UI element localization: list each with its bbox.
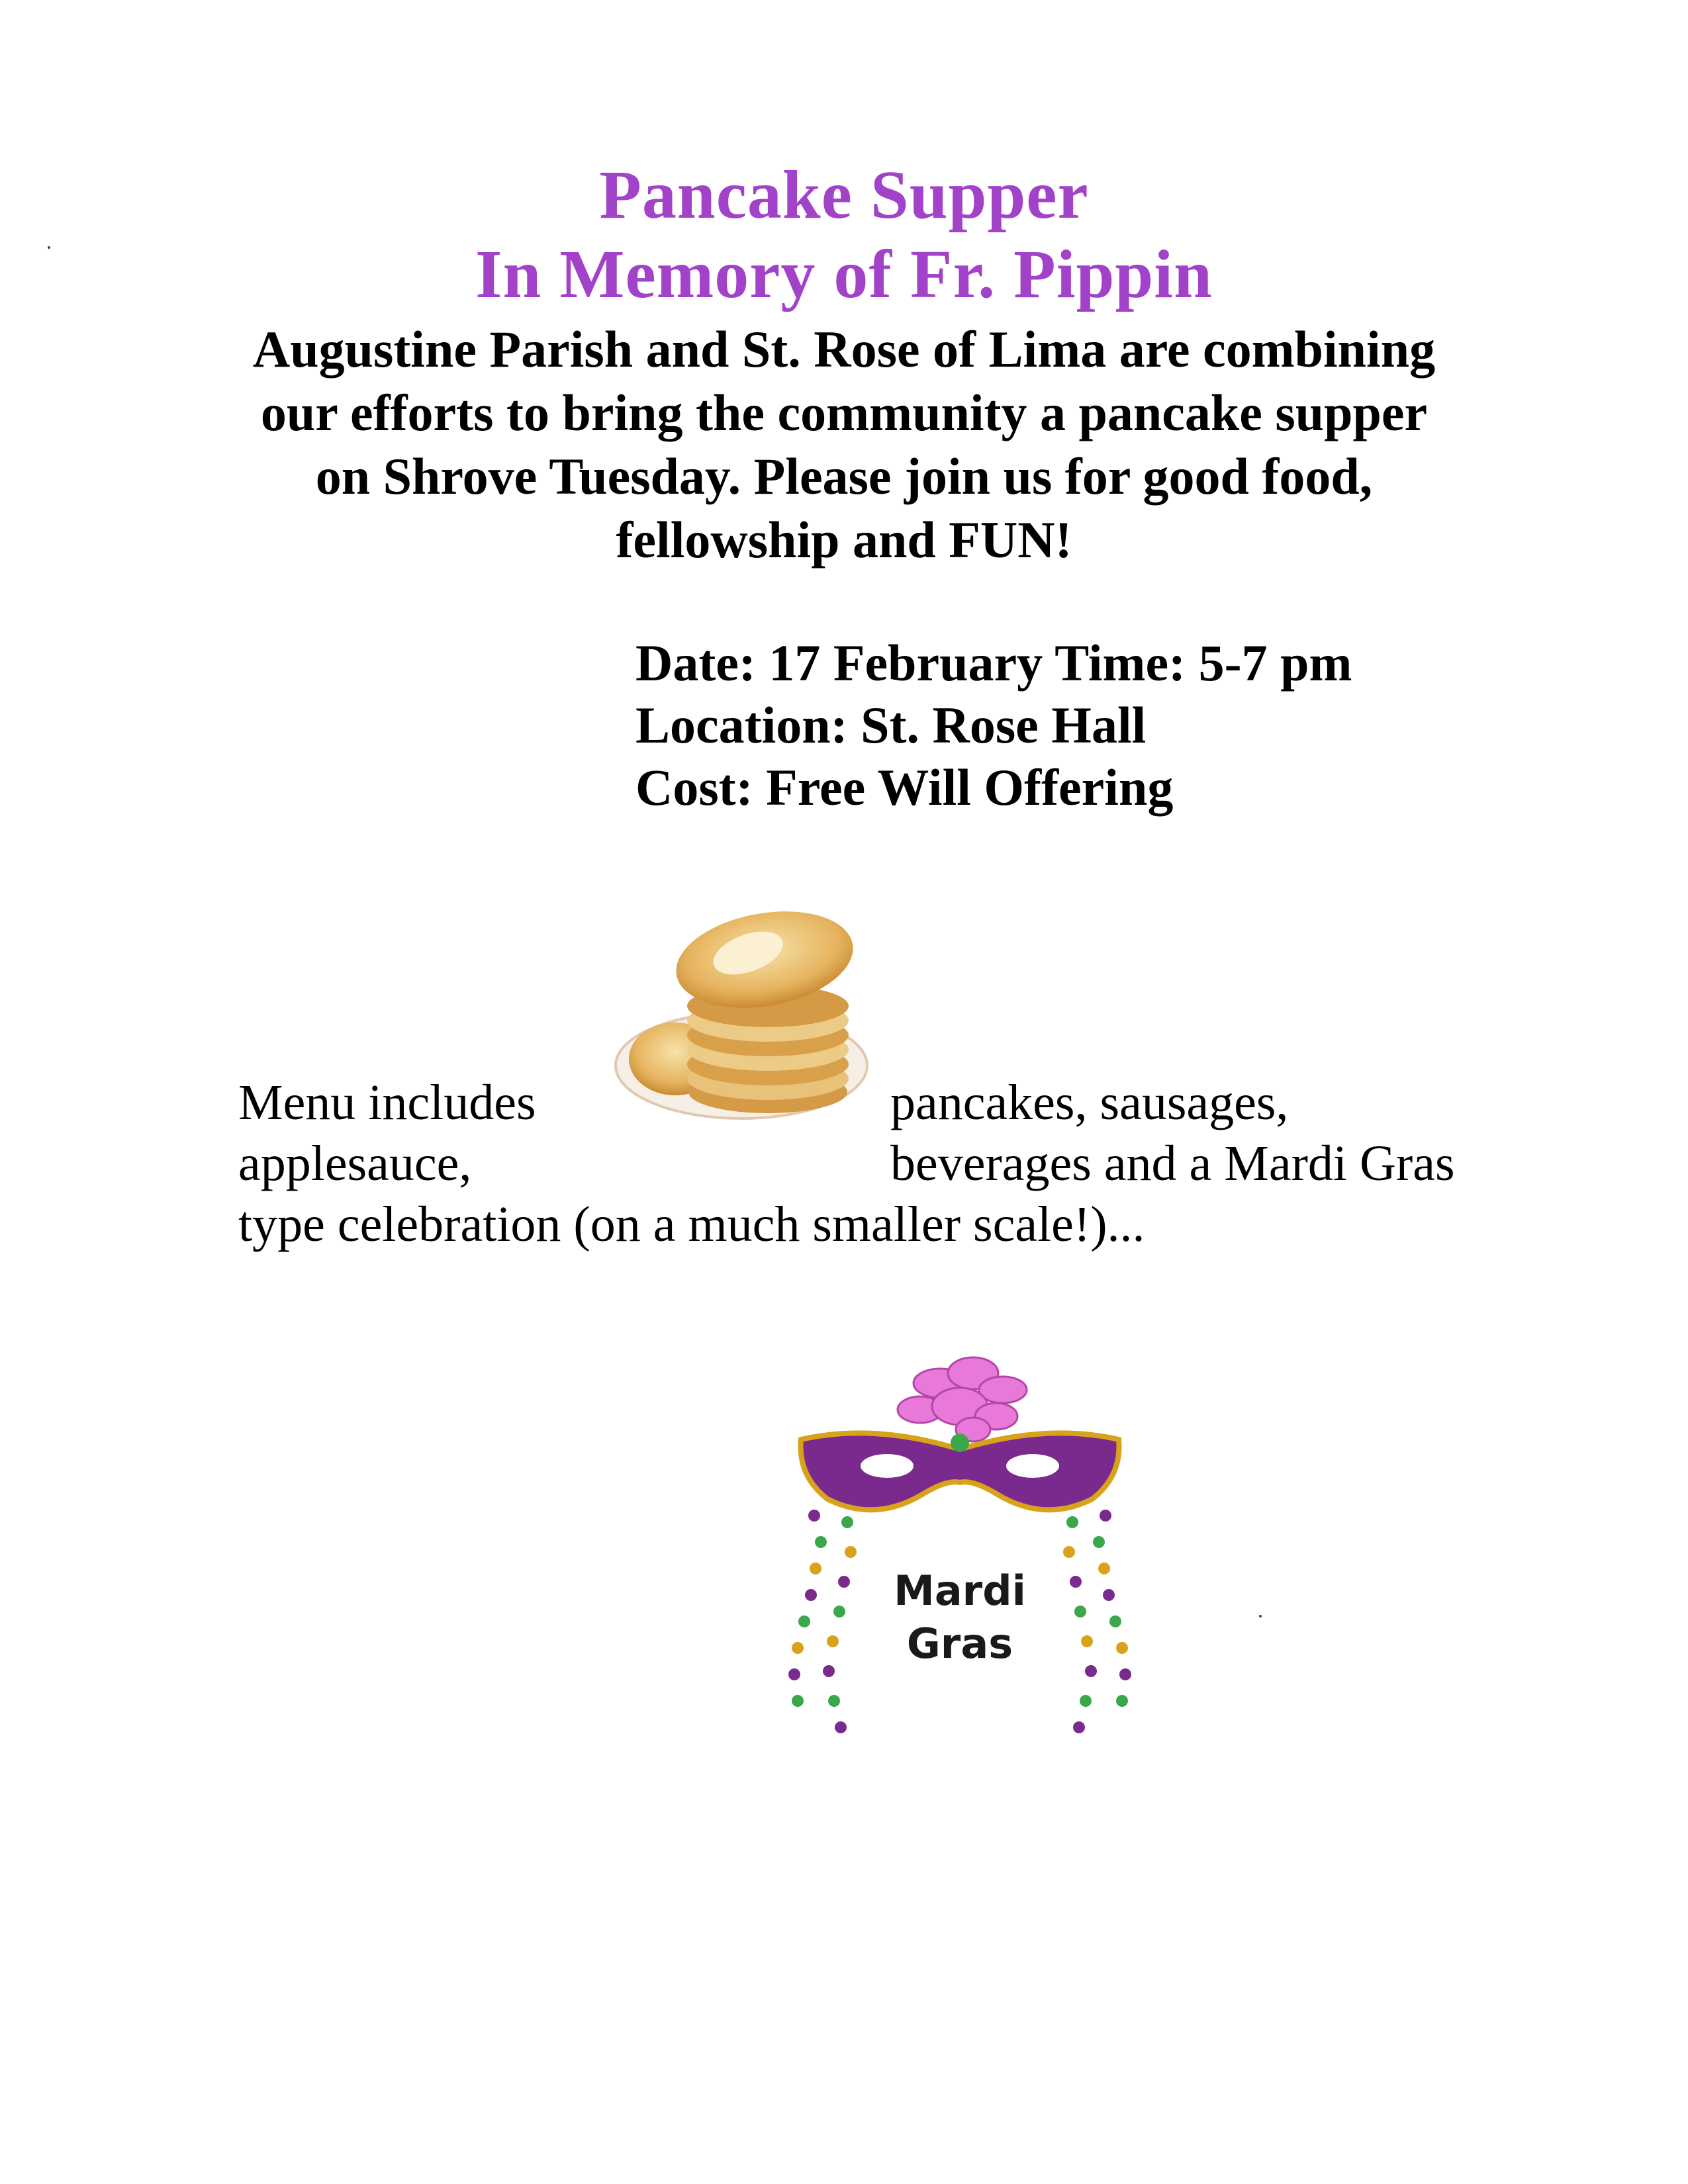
cost: Cost: Free Will Offering [635,758,1174,816]
menu-line-1-left: Menu includes [238,1075,536,1130]
pancake-stack-icon [609,893,887,1132]
menu-line-1-right: pancakes, sausages, [890,1075,1289,1130]
mask-label-line-1: Mardi [894,1567,1026,1615]
location: Location: St. Rose Hall [635,696,1147,754]
intro-line: Augustine Parish and St. Rose of Lima are combining [252,320,1436,378]
mask-label-line-2: Gras [906,1619,1013,1668]
scan-speck [1259,1615,1262,1617]
menu-line-3: type celebration (on a much smaller scale!)... [238,1197,1145,1252]
intro-line: on Shrove Tuesday. Please join us for good food, [315,447,1373,505]
date-time: Date: 17 February Time: 5-7 pm [635,634,1352,692]
scan-speck [48,246,50,249]
mardi-gras-mask-icon [774,1324,1145,1747]
page-title: Pancake Supper [599,157,1089,233]
menu-line-2-left: applesauce, [238,1136,472,1191]
page-subtitle: In Memory of Fr. Pippin [475,236,1213,312]
intro-paragraph [199,318,1489,572]
intro-line: fellowship and FUN! [616,511,1072,569]
event-details [635,632,1352,819]
intro-line: our efforts to bring the community a pancake supper [260,384,1428,441]
menu-line-2-right: beverages and a Mardi Gras [890,1136,1455,1191]
